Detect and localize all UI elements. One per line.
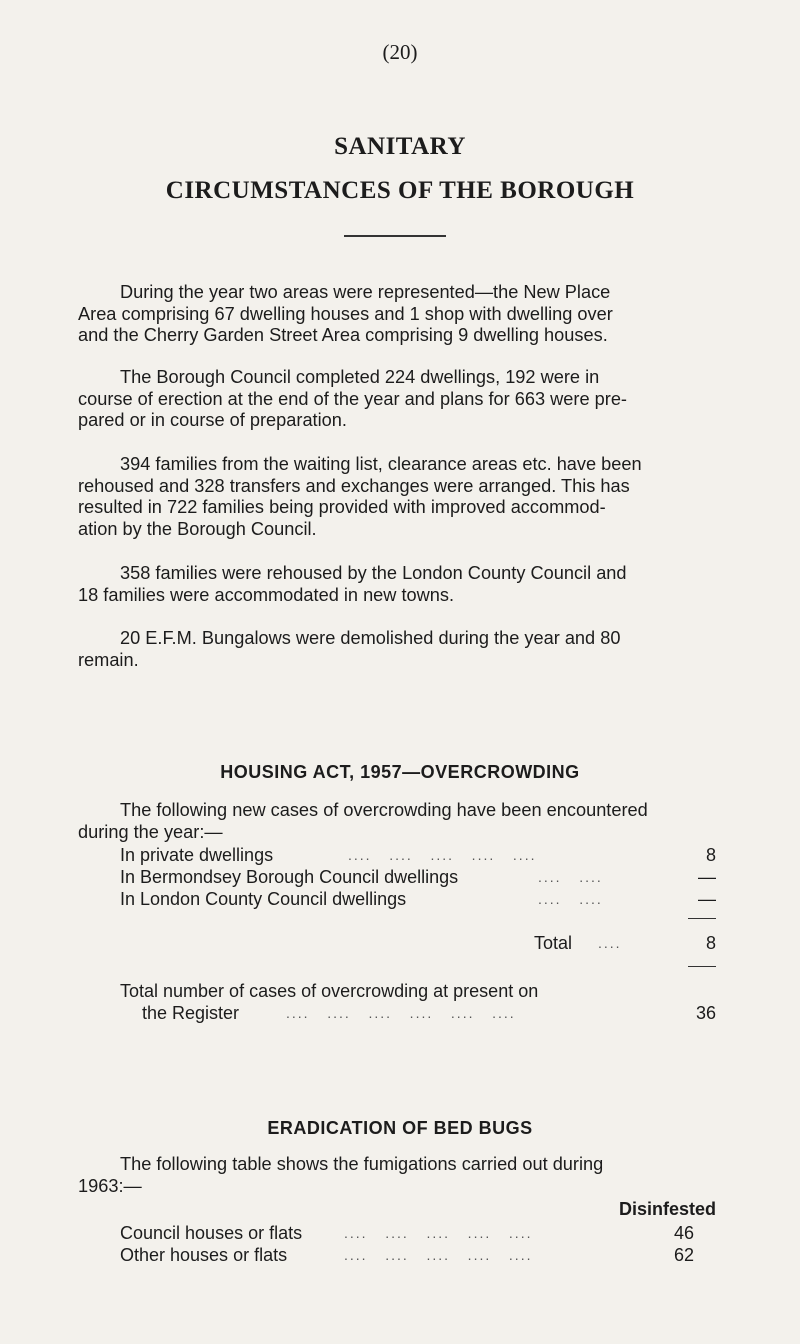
text-line: course of erection at the end of the year and plans for 663 were pre-: [78, 388, 627, 409]
text-line: 18 families were accommodated in new towns.: [78, 584, 455, 605]
overcrowding-row: In private dwellings .... .... .... .... .... 8: [120, 845, 716, 865]
overcrowding-intro: [78, 800, 728, 843]
title-divider: [344, 235, 446, 237]
text-line: During the year two areas were represented—the New Place: [120, 282, 611, 302]
bed-bugs-row: Other houses or flats .... .... .... .... .... 62: [120, 1245, 694, 1265]
text-line: pared or in course of preparation.: [78, 410, 347, 430]
text-line: and the Cherry Garden Street Area comprising 9 dwelling houses.: [78, 325, 608, 345]
paragraph-dwellings: [78, 367, 728, 432]
overcrowding-row: In Bermondsey Borough Council dwellings .... .... —: [120, 867, 716, 887]
paragraph-bungalows: [78, 628, 728, 671]
register-row: the Register .... .... .... .... .... .... 36: [142, 1003, 716, 1023]
page-number: (20): [382, 40, 418, 64]
overcrowding-row: In London County Council dwellings .... .... —: [120, 889, 716, 909]
page-title-line1: SANITARY: [334, 133, 466, 160]
total-rule-bottom: [688, 966, 716, 967]
bed-bugs-row: Council houses or flats .... .... .... .... .... 46: [120, 1223, 694, 1243]
text-line: 394 families from the waiting list, clearance areas etc. have been: [120, 454, 642, 474]
text-line: rehoused and 328 transfers and exchanges were arranged. This has: [78, 475, 630, 496]
text-line: 20 E.F.M. Bungalows were demolished during the year and 80: [120, 628, 621, 648]
paragraph-rehoused-families: [78, 454, 728, 540]
text-line: remain.: [78, 649, 139, 670]
disinfested-column-header: Disinfested: [618, 1199, 716, 1219]
text-line: ation by the Borough Council.: [78, 518, 317, 539]
text-line: 1963:—: [78, 1175, 142, 1196]
text-line: during the year:—: [78, 821, 223, 842]
bed-bugs-heading: ERADICATION OF BED BUGS: [267, 1118, 533, 1138]
paragraph-areas: [78, 282, 728, 347]
bed-bugs-intro: [78, 1154, 728, 1197]
text-line: The following table shows the fumigations carried out during: [120, 1154, 604, 1174]
overcrowding-total-row: Total .... 8: [534, 933, 716, 953]
text-line: resulted in 722 families being provided with improved accommod-: [78, 497, 606, 517]
overcrowding-heading: HOUSING ACT, 1957—OVERCROWDING: [220, 762, 580, 782]
register-row: Total number of cases of overcrowding at present on: [120, 981, 539, 1001]
text-line: Area comprising 67 dwelling houses and 1 shop with dwelling over: [78, 303, 613, 324]
page-title-line2: CIRCUMSTANCES OF THE BOROUGH: [165, 177, 635, 204]
paragraph-lcc-rehousing: [78, 563, 728, 606]
text-line: The Borough Council completed 224 dwellings, 192 were in: [120, 367, 600, 387]
text-line: 358 families were rehoused by the London County Council and: [120, 563, 627, 583]
text-line: The following new cases of overcrowding have been encountered: [120, 800, 648, 820]
total-rule-top: [688, 918, 716, 919]
